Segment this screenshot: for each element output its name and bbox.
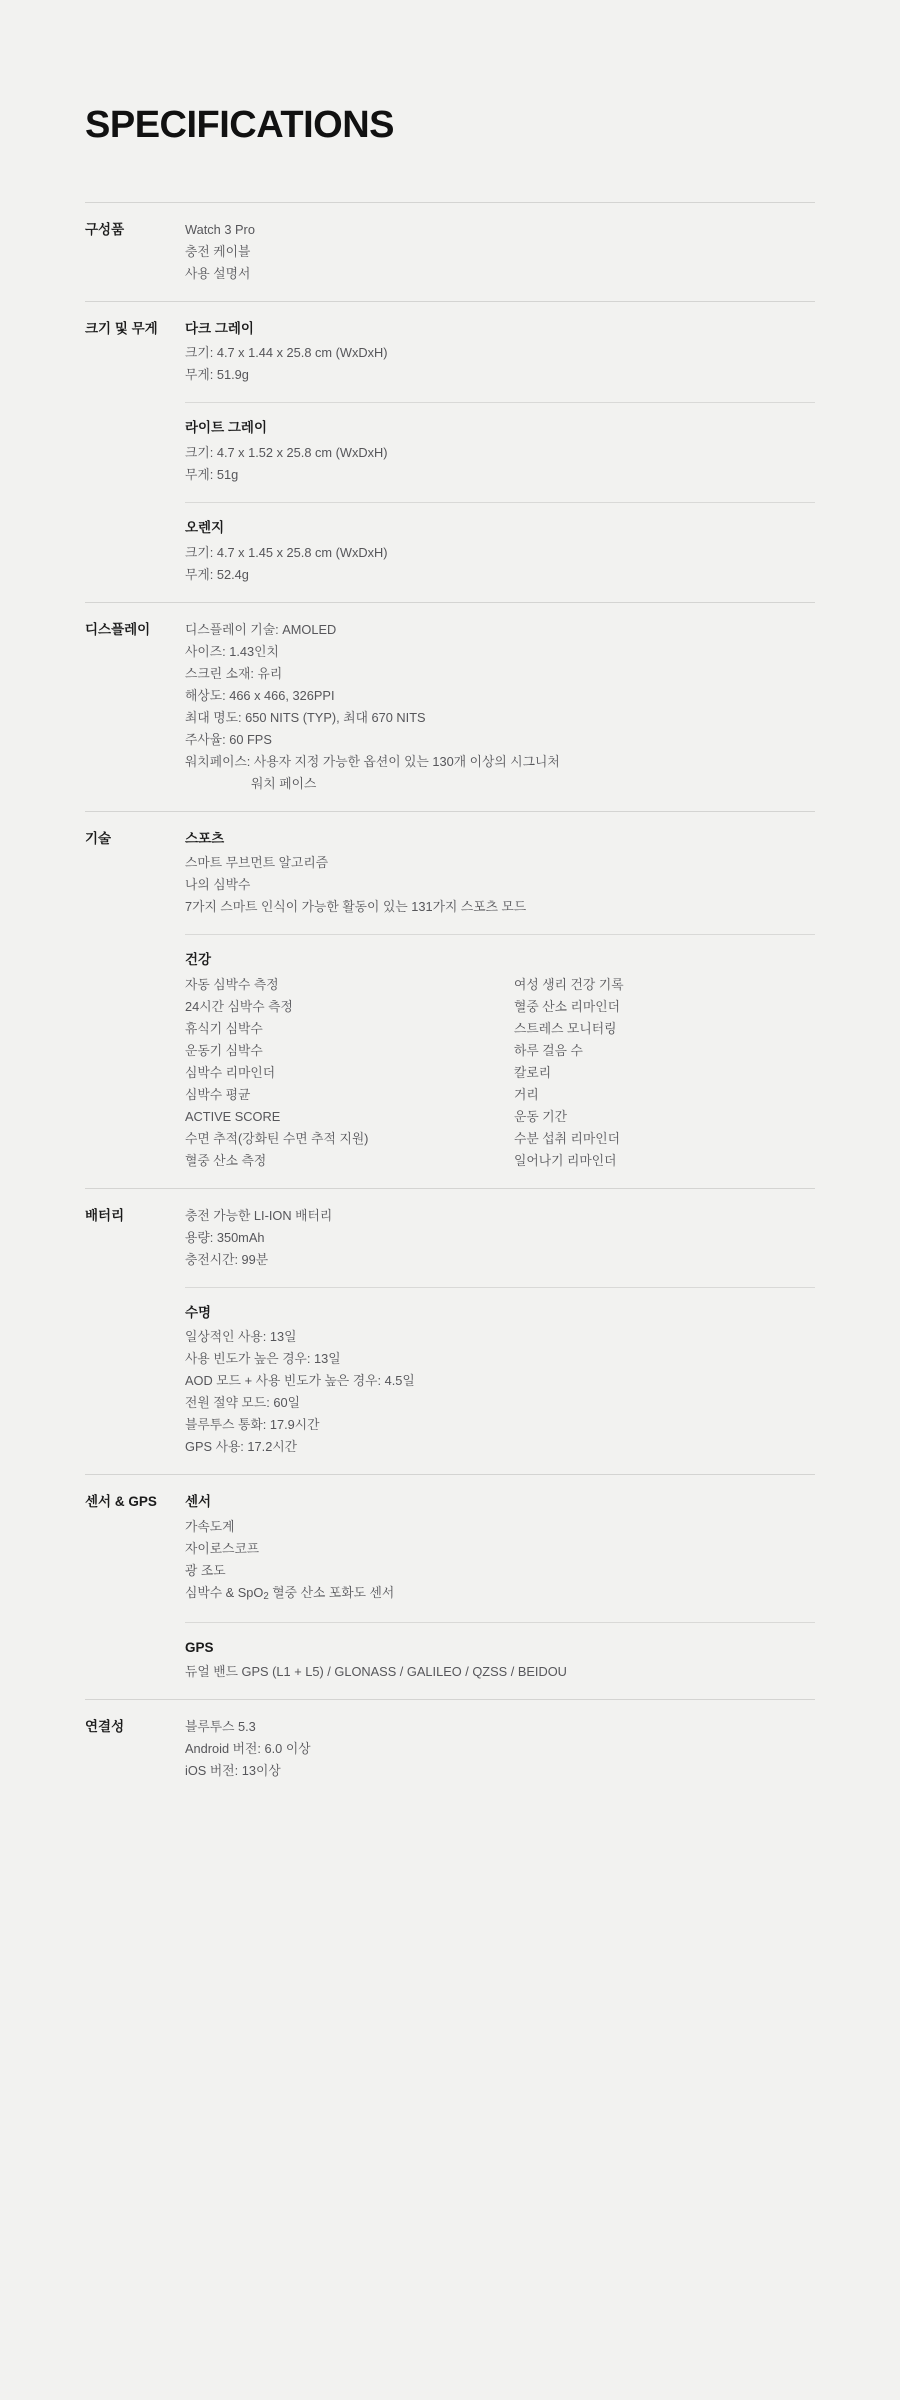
spec-line: 최대 명도: 650 NITS (TYP), 최대 670 NITS [185,709,426,725]
spec-line: 운동 기간 [514,1108,568,1124]
spec-group-title: GPS [185,1639,214,1655]
section-label: 디스플레이 [85,621,151,637]
health-column-left [185,974,500,1172]
spec-group-gps [185,1622,815,1686]
spec-line-spo2 [185,1582,815,1606]
spec-group-battery-life [185,1287,815,1461]
spec-section-contents [85,202,815,301]
section-body [185,1491,815,1685]
spec-line: 운동기 심박수 [185,1042,263,1058]
health-column-right [500,974,815,1172]
spec-group-sensors [185,1491,815,1607]
spec-line: 전원 절약 모드: 60일 [185,1395,300,1411]
spec-line: 혈중 산소 리마인더 [514,998,621,1014]
section-body [185,219,815,287]
section-label: 기술 [85,830,112,846]
spec-line: 충전시간: 99분 [185,1251,269,1267]
spec-line: Android 버전: 6.0 이상 [185,1741,311,1757]
spec-line: 칼로리 [514,1064,552,1080]
spec-line: 워치 페이스 [251,775,317,791]
spec-line: 블루투스 통화: 17.9시간 [185,1417,320,1433]
spec-group-title: 건강 [185,952,212,968]
spec-group [185,619,815,797]
spec-line: 듀얼 밴드 GPS (L1 + L5) / GLONASS / GALILEO / QZSS / BEIDOU [185,1664,567,1680]
spec-line: 스트레스 모니터링 [514,1020,617,1036]
spec-line: 충전 가능한 LI-ION 배터리 [185,1207,333,1223]
spec-line: 크기: 4.7 x 1.45 x 25.8 cm (WxDxH) [185,544,388,560]
spec-line: 거리 [514,1086,539,1102]
spec-line: 스크린 소재: 유리 [185,665,283,681]
spec-line: 크기: 4.7 x 1.44 x 25.8 cm (WxDxH) [185,345,388,361]
spec-line: 주사율: 60 FPS [185,731,272,747]
spec-line: 사용 설명서 [185,265,251,281]
spec-line: 수면 추적(강화틴 수면 추적 지원) [185,1130,369,1146]
spec-section-display [85,602,815,811]
spec-line: AOD 모드 + 사용 빈도가 높은 경우: 4.5일 [185,1373,415,1389]
spec-section-battery [85,1188,815,1475]
spec-line: 무게: 51.9g [185,367,249,383]
section-label: 구성품 [85,221,125,237]
spec-line: 충전 케이블 [185,243,251,259]
spec-line: 크기: 4.7 x 1.52 x 25.8 cm (WxDxH) [185,444,388,460]
spec-line: 스마트 무브먼트 알고리즘 [185,855,329,871]
section-body [185,318,815,588]
spec-group [185,1716,815,1784]
spec-group [185,1205,815,1273]
spec-line: 휴식기 심박수 [185,1020,263,1036]
section-body [185,619,815,797]
spec-group-health [185,934,815,1174]
spec-line: 사이즈: 1.43인치 [185,643,279,659]
spec-line: ACTIVE SCORE [185,1108,281,1124]
spec-line: 자동 심박수 측정 [185,976,279,992]
spec-line: 사용 빈도가 높은 경우: 13일 [185,1351,341,1367]
section-label: 크기 및 무게 [85,320,158,336]
spec-group-title: 다크 그레이 [185,320,254,336]
spec-group-title: 스포츠 [185,830,225,846]
section-body [185,1205,815,1461]
spec-line: 무게: 52.4g [185,566,249,582]
spec-group [185,402,815,488]
section-label: 연결성 [85,1719,125,1735]
spec-line: 일상적인 사용: 13일 [185,1329,297,1345]
spec-line: iOS 버전: 13이상 [185,1763,281,1779]
spec-group-title: 오렌지 [185,519,225,535]
spec-line: 워치페이스: 사용자 지정 가능한 옵션이 있는 130개 이상의 시그니처 [185,753,560,769]
spec-line: 해상도: 466 x 466, 326PPI [185,687,335,703]
spec-line: 24시간 심박수 측정 [185,998,293,1014]
spec-line: 나의 심박수 [185,877,251,893]
section-body [185,1716,815,1784]
section-body [185,828,815,1174]
spec-group-title: 라이트 그레이 [185,420,267,436]
spec-line: 디스플레이 기술: AMOLED [185,621,337,637]
spec-line: 광 조도 [185,1562,226,1578]
section-label: 센서 & GPS [85,1494,157,1510]
spec-line: 무게: 51g [185,466,239,482]
health-columns [185,974,815,1172]
spec-line: 7가지 스마트 인식이 가능한 활동이 있는 131가지 스포츠 모드 [185,899,527,915]
spec-line: GPS 사용: 17.2시간 [185,1439,298,1455]
spec-line: 가속도계 [185,1518,235,1534]
spo2-suffix: 혈중 산소 포화도 센서 [268,1584,395,1600]
spec-group-title: 센서 [185,1494,212,1510]
spec-line: 자이로스코프 [185,1540,260,1556]
page-title: SPECIFICATIONS [85,104,394,146]
spec-line: 일어나기 리마인더 [514,1152,617,1168]
spec-line: 블루투스 5.3 [185,1719,256,1735]
spec-group [185,502,815,588]
section-label: 배터리 [85,1207,125,1223]
spec-section-sensors-gps [85,1474,815,1699]
spec-section-technology [85,811,815,1188]
spec-group [185,219,815,287]
spec-line: Watch 3 Pro [185,221,255,237]
spec-line: 심박수 평균 [185,1086,251,1102]
spo2-subscript: 2 [263,1591,269,1603]
spec-line: 용량: 350mAh [185,1229,265,1245]
spec-group [185,318,815,389]
spec-line: 혈중 산소 측정 [185,1152,267,1168]
spec-line: 하루 걸음 수 [514,1042,583,1058]
spec-line: 수분 섭취 리마인더 [514,1130,621,1146]
spec-line: 심박수 리마인더 [185,1064,276,1080]
spo2-prefix: 심박수 & SpO [185,1584,264,1600]
spec-line: 여성 생리 건강 기록 [514,976,624,992]
spec-section-connectivity [85,1699,815,1798]
specifications-table [85,202,815,1799]
spec-section-size-weight [85,301,815,602]
spec-group-title: 수명 [185,1304,212,1320]
spec-group-sports [185,828,815,921]
